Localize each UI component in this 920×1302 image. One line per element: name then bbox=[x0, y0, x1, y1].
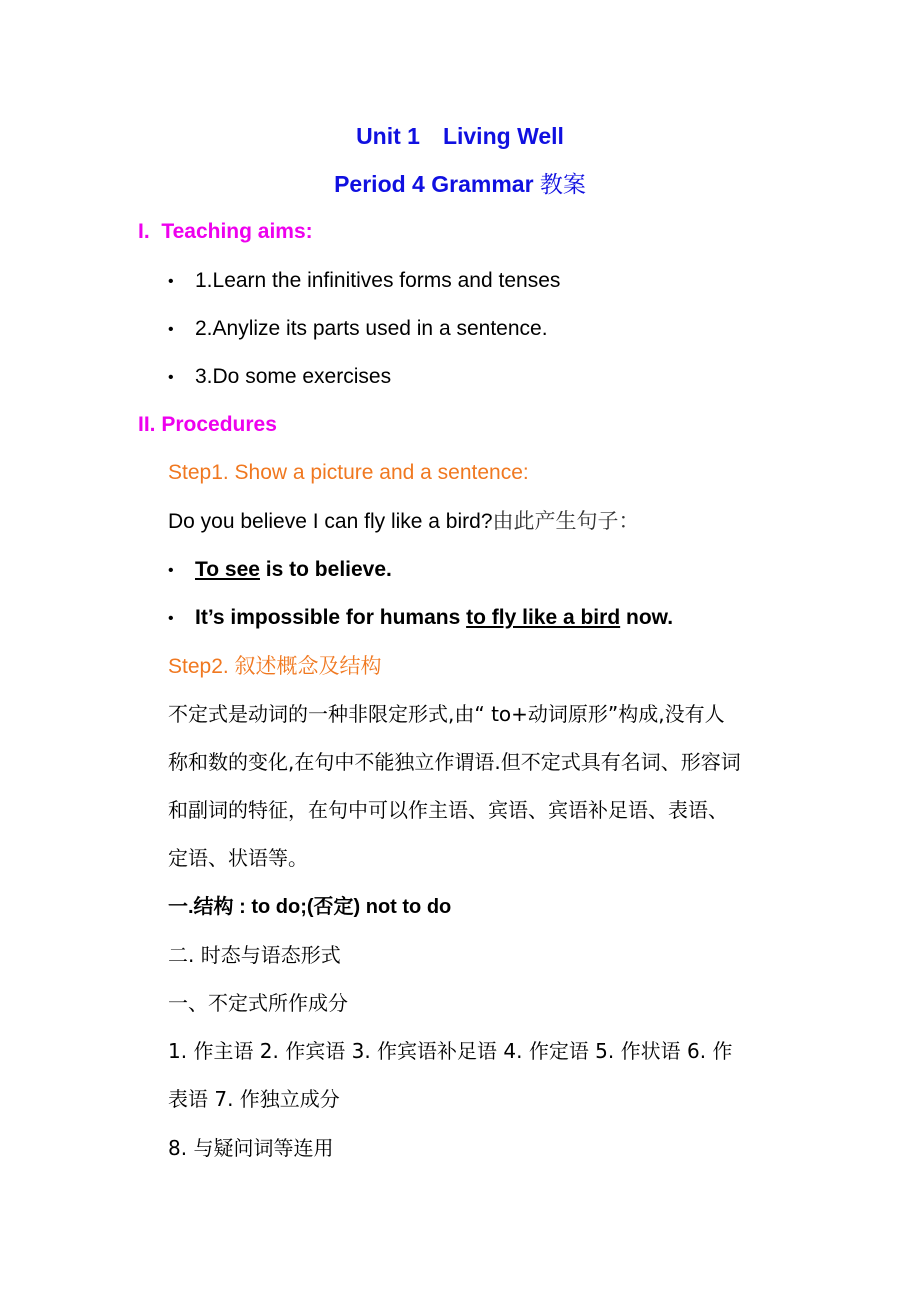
subtitle-chinese: 教案 bbox=[539, 172, 586, 198]
step2-chinese: 叙述概念及结构 bbox=[234, 654, 382, 678]
aim-item: 2.Anylize its parts used in a sentence. bbox=[195, 317, 548, 340]
bullet-icon: • bbox=[168, 321, 174, 338]
tense-voice-line: 二. 时态与语态形式 bbox=[168, 943, 341, 967]
example1-rest: is to believe. bbox=[259, 558, 392, 581]
bullet-icon: • bbox=[168, 610, 174, 627]
paragraph-line: 不定式是动词的一种非限定形式,由“ to+动词原形”构成,没有人 bbox=[168, 702, 725, 726]
step1-heading: Step1. Show a picture and a sentence: bbox=[168, 461, 529, 484]
question-english: Do you believe I can fly like a bird? bbox=[168, 510, 493, 533]
example2-before: It’s impossible for humans bbox=[195, 606, 467, 629]
section-heading-teaching-aims: I. Teaching aims: bbox=[138, 220, 313, 243]
document-title: Unit 1 Living Well bbox=[356, 123, 564, 149]
example1-underlined: To see bbox=[195, 558, 260, 581]
paragraph-line: 定语、状语等。 bbox=[168, 846, 308, 870]
step2-heading bbox=[168, 651, 382, 682]
components-line: 8. 与疑问词等连用 bbox=[168, 1136, 334, 1160]
bullet-icon: • bbox=[168, 369, 174, 386]
subtitle-english: Period 4 Grammar bbox=[334, 171, 534, 197]
aim-item: 3.Do some exercises bbox=[195, 365, 392, 388]
bullet-icon: • bbox=[168, 562, 174, 579]
paragraph-line: 称和数的变化,在句中不能独立作谓语.但不定式具有名词、形容词 bbox=[168, 750, 741, 774]
question-line bbox=[168, 506, 640, 537]
section-heading-procedures: II. Procedures bbox=[138, 413, 277, 436]
example2-underlined: to fly like a bird bbox=[466, 606, 621, 629]
example2-after: now. bbox=[620, 606, 674, 629]
components-line: 1. 作主语 2. 作宾语 3. 作宾语补足语 4. 作定语 5. 作状语 6. 作 bbox=[168, 1039, 733, 1063]
example-sentence-2 bbox=[195, 603, 673, 633]
aim-item: 1.Learn the infinitives forms and tenses bbox=[195, 269, 561, 292]
step2-english: Step2. bbox=[168, 655, 229, 678]
question-chinese: 由此产生句子： bbox=[492, 509, 640, 533]
structure-line: 一.结构 : to do;(否定) not to do bbox=[168, 896, 452, 918]
components-title: 一、不定式所作成分 bbox=[168, 991, 348, 1015]
bullet-icon: • bbox=[168, 273, 174, 290]
paragraph-line: 和副词的特征，在句中可以作主语、宾语、宾语补足语、表语、 bbox=[168, 798, 728, 822]
example-sentence-1 bbox=[195, 555, 392, 585]
components-line: 表语 7. 作独立成分 bbox=[168, 1087, 340, 1111]
document-subtitle bbox=[0, 169, 920, 200]
